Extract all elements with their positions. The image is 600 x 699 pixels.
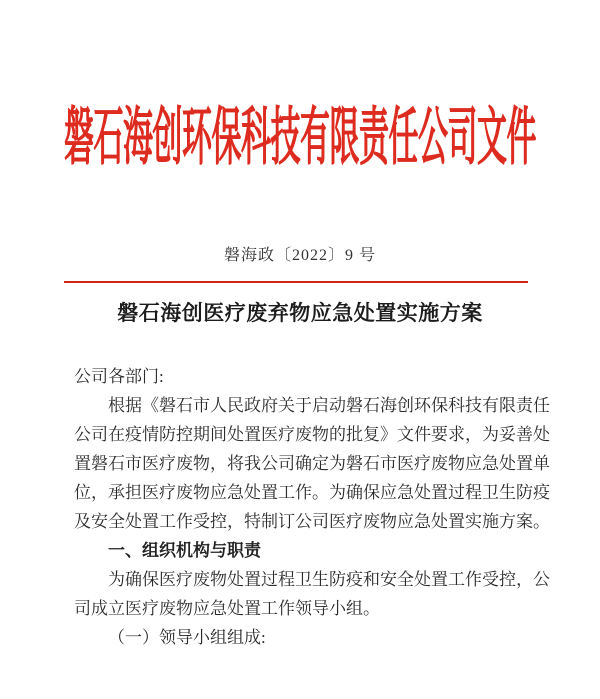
salutation-line: 公司各部门: xyxy=(74,367,164,386)
section-1-paragraph: 为确保医疗废物处置过程卫生防疫和安全处置工作受控，公司成立医疗废物应急处置工作领导小组。 xyxy=(74,570,550,618)
document-body xyxy=(74,362,550,652)
red-divider-line xyxy=(64,281,528,283)
section-1-heading: 一、组织机构与职责 xyxy=(108,541,261,560)
section-1-subitem: （一）领导小组组成: xyxy=(108,628,266,647)
document-title: 磐石海创医疗废弃物应急处置实施方案 xyxy=(117,301,483,325)
document-reference-number: 磐海政〔2022〕9 号 xyxy=(223,247,376,264)
intro-paragraph: 根据《磐石市人民政府关于启动磐石海创环保科技有限责任公司在疫情防控期间处置医疗废物的批复》文件要求，为妥善处置磐石市医疗废物，将我公司确定为磐石市医疗废物应急处置单位，承担医疗废物应急处置工作。为确保应急处置过程卫生防疫及安全处置工作受控，特制订公司医疗废物应急处置实施方案。 xyxy=(74,396,550,531)
red-letterhead-org-title: 磐石海创环保科技有限责任公司文件 xyxy=(64,103,536,174)
